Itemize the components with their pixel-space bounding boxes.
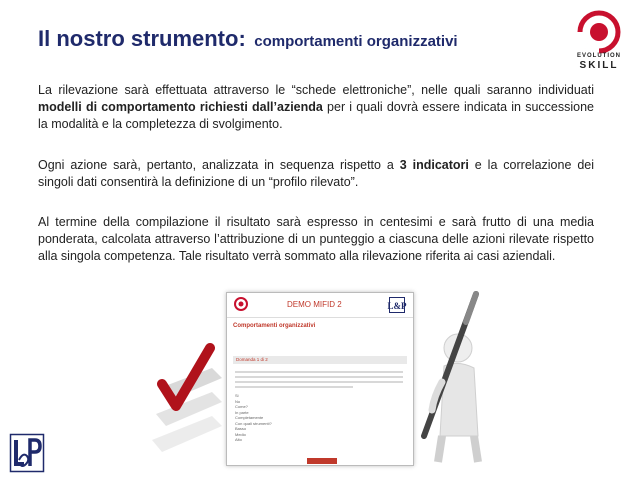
page-title — [38, 26, 458, 52]
demo-form-mockup — [226, 292, 414, 466]
mini-lp-logo-icon — [389, 297, 405, 313]
title-sub: comportamenti organizzativi — [254, 33, 458, 50]
mock-demo-title: DEMO MIFID 2 — [287, 300, 342, 309]
mock-option: Completamente — [235, 415, 264, 420]
mock-option: No — [235, 398, 241, 404]
logo-mark-icon — [568, 10, 630, 54]
mock-option: Con quali strumenti? — [235, 420, 272, 426]
paragraph-2 — [38, 157, 594, 191]
mock-option: Alto — [235, 437, 242, 442]
paragraph-3: Al termine della compilazione il risultato sarà espresso in centesimi e sarà frutto di una media ponderata, calcolata attraverso l’attribuzione di un punteggio a ciascuna delle azioni rilevate rispetto alla singola competenza. Tale risultato verrà sommato alla rilevazione riferita ai casi aziendali. — [38, 215, 594, 263]
paragraph-1-bold: modelli di comportamento richiesti dall’azienda — [38, 100, 323, 114]
mock-question-label: Domanda 1 di 2 — [236, 357, 268, 362]
mock-submit-button — [307, 458, 337, 464]
paragraph-1-a: La rilevazione sarà effettuata attraverso le “schede elettroniche”, nelle quali saranno individuati — [38, 83, 594, 97]
title-main: Il nostro strumento: — [38, 26, 246, 51]
mock-options — [235, 393, 335, 443]
lp-logo-icon — [10, 434, 44, 472]
paragraph-1 — [38, 82, 594, 133]
svg-text:L&P: L&P — [387, 301, 407, 311]
paragraph-1-c: per i quali dovrà essere indicata in successione la modalità e la completezza di svolgimento. — [38, 100, 594, 131]
mock-option: In parte — [235, 409, 249, 415]
screenshot-figure — [152, 286, 484, 464]
mock-option: Si — [235, 393, 239, 398]
mock-form-title: Comportamenti organizzativi — [233, 323, 316, 329]
mock-option: Come? — [235, 404, 248, 409]
evolution-skill-logo — [568, 10, 630, 72]
paragraph-2-c: e la correlazione dei singoli dati consentirà la definizione di un “profilo rilevato”. — [38, 158, 594, 189]
paragraph-2-bold: 3 indicatori — [399, 158, 469, 172]
logo-line1: EVOLUTION — [576, 53, 621, 59]
figure-with-pen-icon — [414, 286, 484, 464]
mock-question-bar — [233, 356, 407, 364]
mock-header — [227, 293, 413, 318]
mock-text-lines — [235, 371, 403, 391]
logo-line2: SKILL — [579, 60, 619, 71]
paragraph-2-a: Ogni azione sarà, pertanto, analizzata in sequenza rispetto a — [38, 158, 400, 172]
mini-logo-icon — [233, 296, 249, 312]
mock-option: Medio — [235, 431, 246, 437]
mock-option: Basso — [235, 426, 247, 431]
checklist-checkmark-icon — [152, 318, 222, 458]
